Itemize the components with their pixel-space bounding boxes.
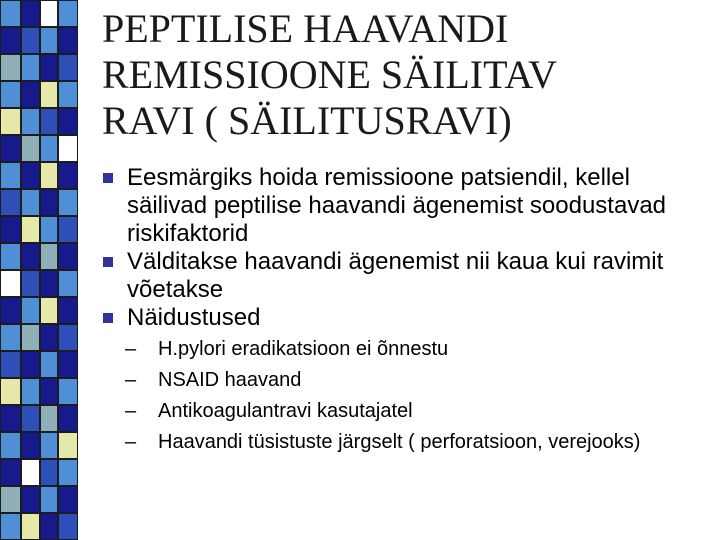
slide-body [102, 164, 712, 460]
checker-square [21, 297, 40, 324]
checker-square [58, 405, 78, 432]
checker-square [21, 432, 40, 459]
checker-square [0, 189, 21, 216]
checker-square [21, 270, 40, 297]
checker-square [58, 378, 78, 405]
checker-square [40, 243, 58, 270]
checker-square [40, 81, 58, 108]
slide-title [102, 6, 702, 144]
bullet-text: Näidustused [127, 304, 261, 331]
sub-bullet-text: H.pylori eradikatsioon ei õnnestu [158, 338, 449, 360]
checker-square [21, 378, 40, 405]
checker-square [58, 108, 78, 135]
title-line-1: PEPTILISE HAAVANDI [102, 6, 509, 51]
sub-bullet-text: Haavandi tüsistuste järgselt ( perforatsioon, verejooks) [158, 431, 641, 453]
checker-square [58, 459, 78, 486]
sub-bullet-item [102, 398, 712, 424]
checker-square [58, 189, 78, 216]
sub-bullet-item [102, 367, 712, 393]
checker-square [0, 351, 21, 378]
checker-square [58, 297, 78, 324]
dash-marker: – [125, 431, 137, 453]
checker-square [40, 459, 58, 486]
checker-square [58, 243, 78, 270]
checker-square [40, 378, 58, 405]
checker-square [0, 27, 21, 54]
checker-square [40, 189, 58, 216]
checker-square [40, 135, 58, 162]
checker-square [21, 54, 40, 81]
checker-square [0, 270, 21, 297]
checker-square [0, 54, 21, 81]
checker-square [21, 459, 40, 486]
checker-square [0, 0, 21, 27]
checker-square [0, 513, 21, 540]
square-bullet-icon [103, 173, 113, 183]
checker-square [21, 81, 40, 108]
checker-square [58, 486, 78, 513]
checker-square [58, 27, 78, 54]
checker-square [0, 216, 21, 243]
dash-marker: – [125, 400, 137, 422]
dash-marker: – [125, 369, 137, 391]
checker-square [40, 324, 58, 351]
sub-bullet-text: NSAID haavand [158, 369, 302, 391]
checker-square [21, 486, 40, 513]
square-bullet-icon [103, 313, 113, 323]
sub-bullet-list [102, 336, 712, 455]
bullet-text: Eesmärgiks hoida remissioone patsiendil, kellel säilivad peptilise haavandi ägenemist soodustavad riskifaktorid [127, 164, 667, 247]
bullet-item [102, 304, 712, 332]
checker-square [0, 162, 21, 189]
checker-square [58, 54, 78, 81]
checker-square [0, 81, 21, 108]
checker-square [0, 243, 21, 270]
sub-bullet-item [102, 429, 712, 455]
checker-square [40, 0, 58, 27]
checker-square [21, 135, 40, 162]
dash-marker: – [125, 338, 137, 360]
checker-square [0, 378, 21, 405]
checker-square [40, 216, 58, 243]
checker-square [40, 162, 58, 189]
checker-square [21, 513, 40, 540]
checker-square [40, 351, 58, 378]
checker-square [40, 108, 58, 135]
checker-square [0, 486, 21, 513]
checker-square [0, 405, 21, 432]
checker-square [21, 108, 40, 135]
checker-square [40, 405, 58, 432]
checker-square [21, 243, 40, 270]
checker-square [21, 0, 40, 27]
checker-square [21, 324, 40, 351]
checker-square [58, 324, 78, 351]
checker-square [21, 351, 40, 378]
checker-square [21, 27, 40, 54]
checker-square [58, 216, 78, 243]
checker-square [58, 81, 78, 108]
checker-square [58, 351, 78, 378]
title-line-3: RAVI ( SÄILITUSRAVI) [102, 98, 512, 143]
sub-bullet-item [102, 336, 712, 362]
checker-square [58, 162, 78, 189]
checker-square [58, 513, 78, 540]
square-bullet-icon [103, 257, 113, 267]
checker-square [40, 513, 58, 540]
checker-square [40, 486, 58, 513]
checker-square [0, 108, 21, 135]
bullet-text: Välditakse haavandi ägenemist nii kaua kui ravimit võetakse [127, 248, 664, 303]
checker-square [40, 54, 58, 81]
checker-square [40, 27, 58, 54]
sub-bullet-text: Antikoagulantravi kasutajatel [158, 400, 413, 422]
checker-square [40, 297, 58, 324]
checker-square [58, 432, 78, 459]
checker-square [0, 324, 21, 351]
checker-square [40, 432, 58, 459]
checker-square [21, 189, 40, 216]
checker-square [0, 135, 21, 162]
checker-square [40, 270, 58, 297]
decorative-checker-stripe [0, 0, 78, 540]
checker-square [21, 162, 40, 189]
checker-square [21, 405, 40, 432]
checker-square [0, 297, 21, 324]
checker-square [58, 270, 78, 297]
checker-square [0, 459, 21, 486]
checker-square [58, 135, 78, 162]
bullet-item [102, 164, 712, 248]
bullet-item [102, 248, 712, 304]
checker-square [58, 0, 78, 27]
checker-square [0, 432, 21, 459]
checker-square [21, 216, 40, 243]
title-line-2: REMISSIOONE SÄILITAV [102, 52, 557, 97]
